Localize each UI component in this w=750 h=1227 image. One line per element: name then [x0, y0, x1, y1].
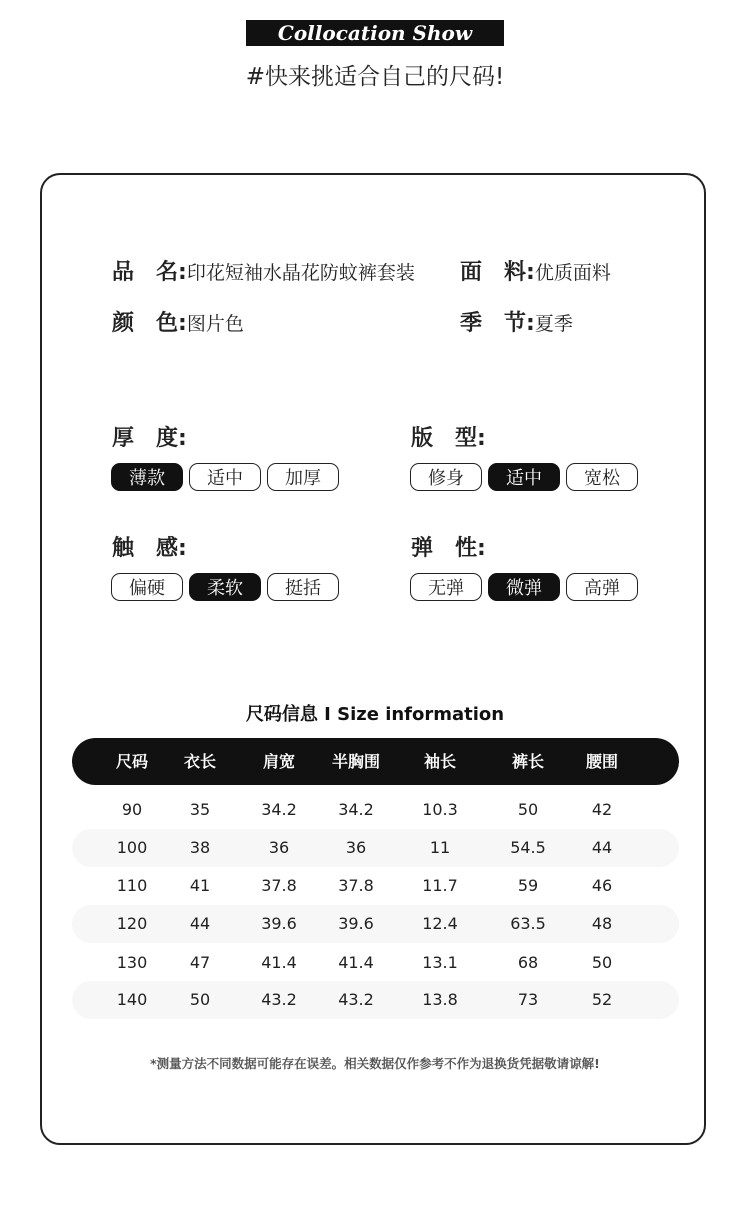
- elasticity-options: [410, 573, 638, 601]
- table-cell: 68: [517, 953, 539, 972]
- table-cell: 35: [189, 800, 211, 819]
- collocation-show-banner: Collocation Show: [246, 20, 504, 46]
- table-cell: 11.7: [422, 876, 458, 895]
- table-cell: 44: [591, 838, 613, 857]
- table-cell: 12.4: [422, 914, 458, 933]
- table-cell: 36: [268, 838, 290, 857]
- thickness-option[interactable]: 薄款: [111, 463, 183, 491]
- header-cell: 半胸围: [331, 752, 381, 771]
- table-cell: 63.5: [510, 914, 546, 933]
- color-value: 图片色: [186, 313, 244, 335]
- table-cell: 50: [189, 990, 211, 1009]
- fit-option[interactable]: 适中: [488, 463, 560, 491]
- product-name-value: 印花短袖水晶花防蚊裤套装: [186, 262, 415, 284]
- table-cell: 43.2: [338, 990, 374, 1009]
- season-value: 夏季: [534, 313, 573, 335]
- table-cell: 90: [121, 800, 143, 819]
- table-cell: 100: [116, 838, 148, 857]
- header-cell: 衣长: [183, 752, 217, 771]
- table-row: [72, 905, 679, 943]
- table-cell: 13.1: [422, 953, 458, 972]
- table-cell: 13.8: [422, 990, 458, 1009]
- table-cell: 41: [189, 876, 211, 895]
- fabric-row: [460, 255, 611, 286]
- table-cell: 46: [591, 876, 613, 895]
- feel-label: 触 感:: [112, 536, 187, 561]
- fit-label: 版 型:: [411, 426, 486, 451]
- table-cell: 47: [189, 953, 211, 972]
- table-row: [72, 944, 679, 982]
- table-cell: 140: [116, 990, 148, 1009]
- table-cell: 50: [517, 800, 539, 819]
- table-cell: 44: [189, 914, 211, 933]
- fabric-value: 优质面料: [534, 262, 611, 284]
- table-cell: 120: [116, 914, 148, 933]
- table-cell: 54.5: [510, 838, 546, 857]
- table-row: [72, 867, 679, 905]
- table-cell: 41.4: [261, 953, 297, 972]
- table-cell: 42: [591, 800, 613, 819]
- header-cell: 肩宽: [262, 752, 296, 771]
- table-cell: 50: [591, 953, 613, 972]
- product-name-label: 品 名:: [112, 260, 187, 285]
- table-cell: 34.2: [261, 800, 297, 819]
- thickness-options: [111, 463, 339, 491]
- table-cell: 73: [517, 990, 539, 1009]
- season-row: [460, 306, 573, 337]
- measurement-disclaimer: *测量方法不同数据可能存在误差。相关数据仅作参考不作为退换货凭据敬请谅解!: [150, 1056, 600, 1071]
- table-cell: 130: [116, 953, 148, 972]
- size-info-title: 尺码信息 I Size information: [245, 704, 505, 725]
- product-name-row: [112, 255, 415, 286]
- season-label: 季 节:: [460, 311, 535, 336]
- header-cell: 裤长: [511, 752, 545, 771]
- fit-option[interactable]: 宽松: [566, 463, 638, 491]
- table-row: [72, 981, 679, 1019]
- thickness-option[interactable]: 适中: [189, 463, 261, 491]
- elasticity-option[interactable]: 高弹: [566, 573, 638, 601]
- table-cell: 43.2: [261, 990, 297, 1009]
- fit-option[interactable]: 修身: [410, 463, 482, 491]
- fabric-label: 面 料:: [460, 260, 535, 285]
- table-cell: 59: [517, 876, 539, 895]
- color-row: [112, 306, 244, 337]
- elasticity-label: 弹 性:: [411, 536, 486, 561]
- table-cell: 39.6: [261, 914, 297, 933]
- size-table-header: [72, 738, 679, 785]
- table-cell: 34.2: [338, 800, 374, 819]
- header-cell: 袖长: [423, 752, 457, 771]
- table-cell: 39.6: [338, 914, 374, 933]
- thickness-option[interactable]: 加厚: [267, 463, 339, 491]
- header-cell: 尺码: [115, 752, 149, 771]
- table-cell: 41.4: [338, 953, 374, 972]
- feel-option[interactable]: 挺括: [267, 573, 339, 601]
- table-cell: 38: [189, 838, 211, 857]
- color-label: 颜 色:: [112, 311, 187, 336]
- table-cell: 11: [429, 838, 451, 857]
- header-cell: 腰围: [585, 752, 619, 771]
- feel-option[interactable]: 偏硬: [111, 573, 183, 601]
- elasticity-option[interactable]: 微弹: [488, 573, 560, 601]
- page-subtitle: #快来挑适合自己的尺码!: [245, 64, 505, 90]
- table-cell: 48: [591, 914, 613, 933]
- thickness-label: 厚 度:: [112, 426, 187, 451]
- feel-option[interactable]: 柔软: [189, 573, 261, 601]
- table-row: [72, 829, 679, 867]
- table-cell: 37.8: [338, 876, 374, 895]
- elasticity-option[interactable]: 无弹: [410, 573, 482, 601]
- table-cell: 37.8: [261, 876, 297, 895]
- fit-options: [410, 463, 638, 491]
- table-cell: 36: [345, 838, 367, 857]
- feel-options: [111, 573, 339, 601]
- table-cell: 10.3: [422, 800, 458, 819]
- table-cell: 52: [591, 990, 613, 1009]
- table-cell: 110: [116, 876, 148, 895]
- table-row: [72, 791, 679, 829]
